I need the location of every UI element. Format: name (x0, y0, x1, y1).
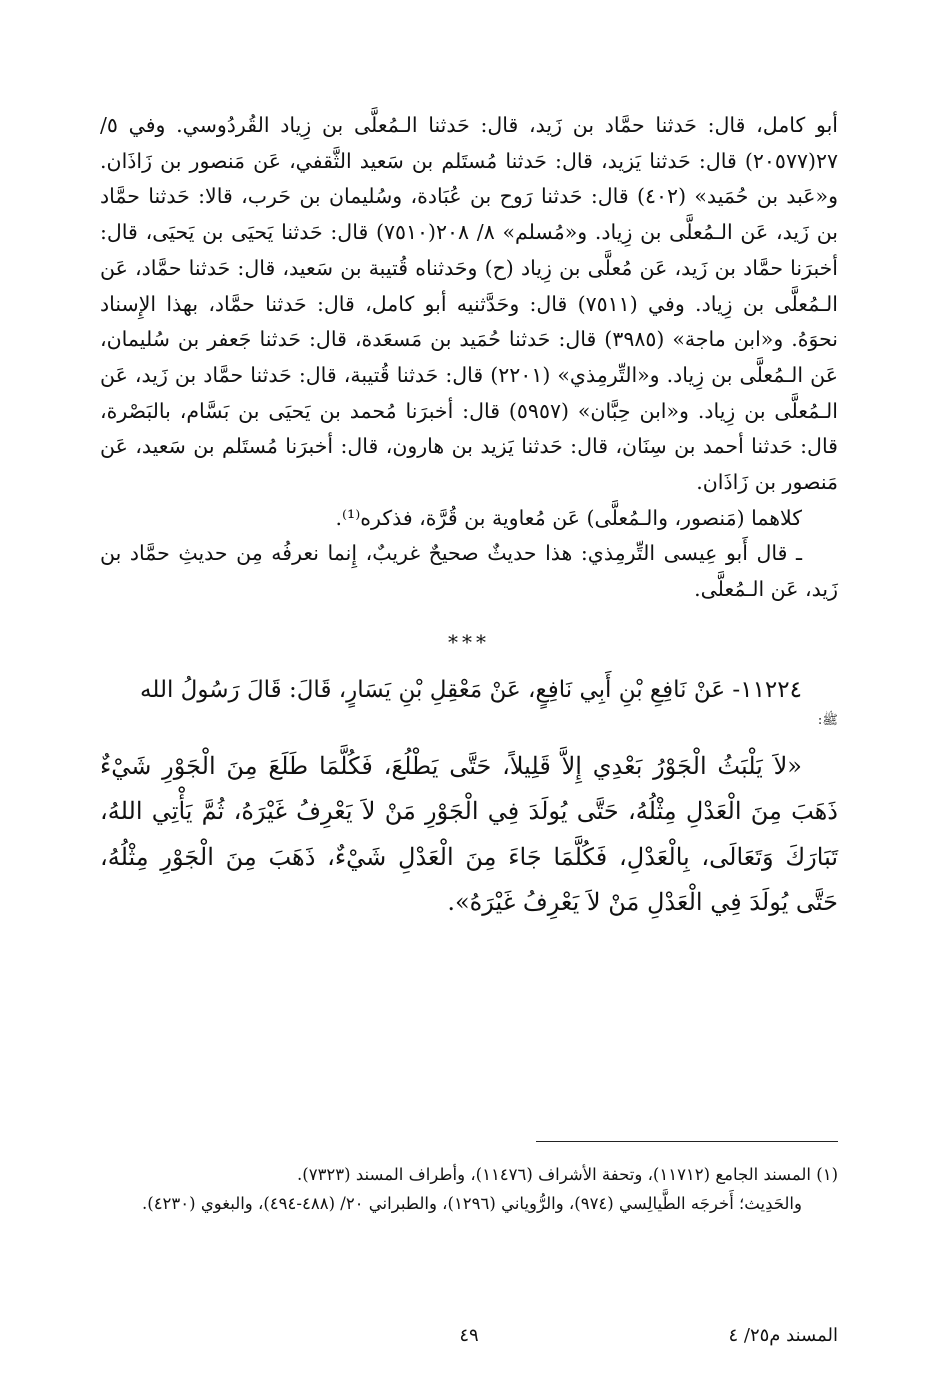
printer-signature: المسند م٢٥/ ٤ (728, 1325, 838, 1346)
footnote-divider (536, 1141, 838, 1142)
both-narrators-paragraph: كلاهما (مَنصور، والـمُعلَّى) عَن مُعاوية بن قُرَّة، فذكره⁽¹⁾. (335, 505, 802, 530)
footnote-1-continuation: والحَدِيث؛ أَخرجَه الطَّيالِسي (٩٧٤)، والرُّوياني (١٢٩٦)، والطبراني ٢٠/ (٤٨٨-٤٩٤)، والبغوي (٤٢٣٠). (142, 1194, 802, 1213)
isnad-paragraph: أبو كامل، قال: حَدثنا حمَّاد بن زَيد، قال: حَدثنا الـمُعلَّى بن زِياد القُردُوسي. وفي ٥/ ٢٧(٢٠٥٧٧) قال: حَدثنا يَزيد، قال: حَدثنا مُستَلم بن سَعيد الثَّقفي، عَن مَنصور بن زَاذَان. و«عَبد بن حُمَيد» (٤٠٢) قال: حَدثنا رَوح بن عُبَادة، وسُليمان بن حَرب، قالا: حَدثنا حمَّاد بن زَيد، عَن الـمُعلَّى بن زِياد. و«مُسلم» ٨/ ٢٠٨(٧٥١٠) قال: حَدثنا يَحيَى بن يَحيَى، قال: أخبرَنا حمَّاد بن زَيد، عَن مُعلَّى بن زِياد (ح) وحَدثناه قُتيبة بن سَعيد، قال: حَدثنا حمَّاد، عَن الـمُعلَّى بن زِياد. وفي (٧٥١١) قال: وحَدَّثنيه أبو كامل، قال: حَدثنا حمَّاد، بهذا الإِسناد نحوَهُ. و«ابن ماجة» (٣٩٨٥) قال: حَدثنا حُمَيد بن مَسعَدة، قال: حَدثنا جَعفر بن سُليمان، عَن الـمُعلَّى بن زِياد. و«التِّرمِذي» (٢٢٠١) قال: حَدثنا قُتيبة، قال: حَدثنا حمَّاد بن زَيد، عَن الـمُعلَّى بن زِياد. و«ابن حِبَّان» (٥٩٥٧) قال: أخبرَنا مُحمد بن يَحيَى بن بَسَّام، بالبَصْرة، قال: حَدثنا أحمد بن سِنَان، قال: حَدثنا يَزيد بن هارون، قال: أخبرَنا مُستَلم بن سَعيد، عَن مَنصور بن زَاذَان. (100, 113, 839, 495)
footnotes (100, 1160, 838, 1218)
main-text-column (100, 108, 838, 926)
page-number: ٤٩ (459, 1325, 479, 1346)
tirmidhi-comment-paragraph: ـ قال أَبو عِيسى التِّرمِذي: هذا حديثٌ صحيحٌ غريبٌ، إِنما نعرفُه مِن حديثِ حمَّاد بن زَيد، عَن الـمُعلَّى. (100, 541, 838, 602)
section-separator: *** (448, 629, 490, 654)
hadith-header-text: ١١٢٢٤- عَنْ نَافِعِ بْنِ أَبِي نَافِعٍ، عَنْ مَعْقِلِ بْنِ يَسَارٍ، قَالَ: قَالَ رَسُولُ الله (140, 676, 802, 703)
salawat-glyph: ﷺ: (817, 712, 838, 728)
hadith-header (100, 668, 838, 712)
hadith-text: «لاَ يَلْبَثُ الْجَوْرُ بَعْدِي إِلاَّ قَلِيلاً، حَتَّى يَطْلُعَ، فَكُلَّمَا طَلَعَ مِنَ الْجَوْرِ شَيْءٌ ذَهَبَ مِنَ الْعَدْلِ مِثْلُهُ، حَتَّى يُولَدَ فِي الْجَوْرِ مَنْ لاَ يَعْرِفُ غَيْرَهُ، ثُمَّ يَأْتِي اللهُ، تَبَارَكَ وَتَعَالَى، بِالْعَدْلِ، فَكُلَّمَا جَاءَ مِنَ الْعَدْلِ شَيْءٌ، ذَهَبَ مِنَ الْجَوْرِ مِثْلُهُ، حَتَّى يُولَدَ فِي الْعَدْلِ مَنْ لاَ يَعْرِفُ غَيْرَهُ». (100, 751, 838, 917)
footnote-1: (١) المسند الجامع (١١٧١٢)، وتحفة الأشراف (١١٤٧٦)، وأطراف المسند (٧٣٢٣). (297, 1165, 838, 1184)
